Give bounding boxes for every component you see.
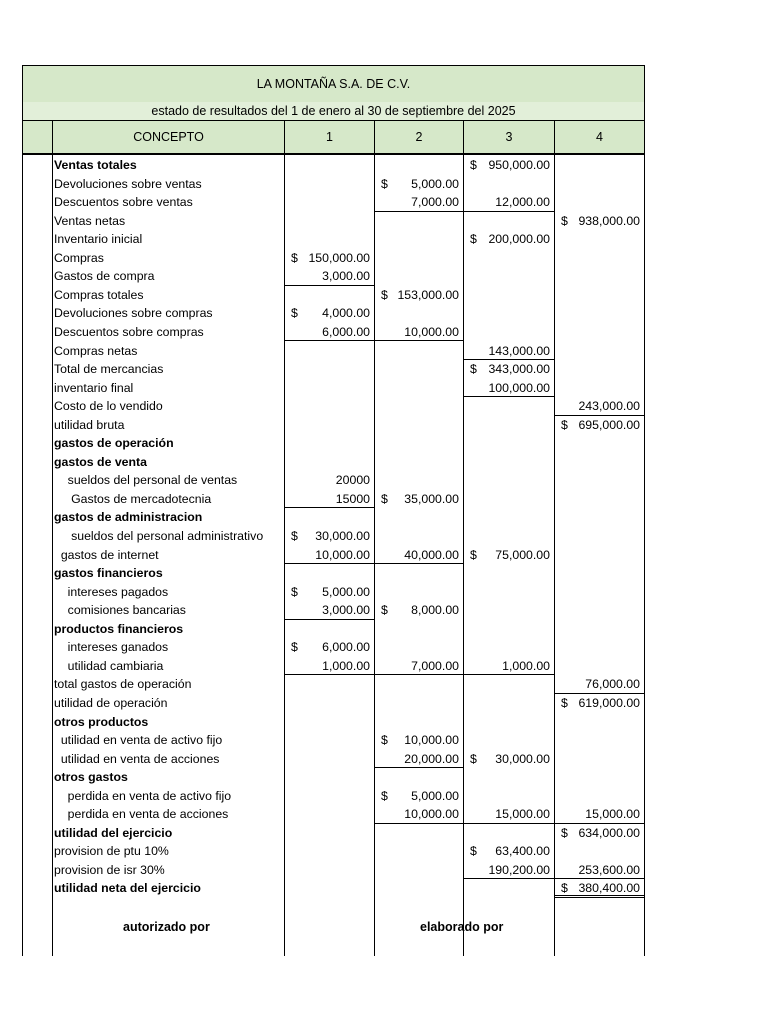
amount-cell-c4[interactable] xyxy=(555,805,644,824)
table-row xyxy=(22,175,645,194)
concept-label[interactable]: gastos de administracion xyxy=(54,510,203,525)
amount-value: 5,000.00 xyxy=(411,176,459,191)
amount-cell-c1[interactable] xyxy=(285,583,374,602)
table-row xyxy=(22,323,645,342)
table-row xyxy=(22,379,645,398)
table-row xyxy=(22,304,645,323)
header-cell-blank[interactable] xyxy=(22,121,53,155)
amount-value: 100,000.00 xyxy=(488,380,550,395)
amount-cell-c1[interactable] xyxy=(285,657,374,676)
concept-label[interactable]: otros productos xyxy=(54,714,149,729)
table-row xyxy=(22,230,645,249)
concept-label[interactable]: utilidad cambiaria xyxy=(54,658,164,673)
amount-cell-c1[interactable] xyxy=(285,546,374,565)
table-row xyxy=(22,434,645,453)
amount-cell-c1[interactable] xyxy=(285,638,374,657)
table-row xyxy=(22,156,645,175)
table-row xyxy=(22,805,645,824)
concept-label[interactable]: gastos de operación xyxy=(54,436,174,451)
amount-value: 4,000.00 xyxy=(322,306,370,321)
concept-label[interactable]: utilidad bruta xyxy=(54,417,125,432)
table-row xyxy=(22,490,645,509)
amount-cell-c1[interactable] xyxy=(285,490,374,509)
amount-value: 343,000.00 xyxy=(488,362,550,377)
amount-cell-c3[interactable] xyxy=(464,342,554,361)
concept-label[interactable]: sueldos del personal de ventas xyxy=(54,473,238,488)
amount-value: 143,000.00 xyxy=(488,343,550,358)
amount-value: 63,400.00 xyxy=(495,844,550,859)
concept-label[interactable]: gastos de internet xyxy=(54,547,159,562)
table-row xyxy=(22,546,645,565)
concept-label[interactable]: Ventas netas xyxy=(54,213,126,228)
currency-symbol: $ xyxy=(561,417,568,432)
amount-cell-c2[interactable] xyxy=(375,546,463,565)
concept-label[interactable]: Compras netas xyxy=(54,343,138,358)
currency-symbol: $ xyxy=(381,733,388,748)
concept-label[interactable]: Total de mercancias xyxy=(54,362,164,377)
amount-value: 76,000.00 xyxy=(585,677,640,692)
amount-cell-c2[interactable] xyxy=(375,787,463,806)
amount-cell-c3[interactable] xyxy=(464,546,554,565)
concept-label[interactable]: perdida en venta de activo fijo xyxy=(54,788,232,803)
table-row xyxy=(22,750,645,769)
table-row xyxy=(22,657,645,676)
amount-cell-c4[interactable] xyxy=(555,212,644,231)
table-row xyxy=(22,583,645,602)
table-row xyxy=(22,620,645,639)
amount-value: 8,000.00 xyxy=(411,603,459,618)
amount-value: 3,000.00 xyxy=(322,603,370,618)
concept-label[interactable]: provision de ptu 10% xyxy=(54,844,169,859)
table-row xyxy=(22,787,645,806)
table-row xyxy=(22,471,645,490)
amount-cell-c3[interactable] xyxy=(464,842,554,861)
amount-value: 30,000.00 xyxy=(495,751,550,766)
amount-cell-c2[interactable] xyxy=(375,731,463,750)
table-row xyxy=(22,212,645,231)
amount-value: 1,000.00 xyxy=(502,658,550,673)
table-row xyxy=(22,508,645,527)
authorized-by-label: autorizado por xyxy=(123,920,210,934)
amount-cell-c4[interactable] xyxy=(555,675,644,694)
table-row xyxy=(22,879,645,898)
concept-label[interactable]: Costo de lo vendido xyxy=(54,399,163,414)
amount-cell-c4[interactable] xyxy=(555,397,644,416)
table-row xyxy=(22,713,645,732)
concept-label[interactable]: utilidad de operación xyxy=(54,695,168,710)
amount-cell-c2[interactable] xyxy=(375,323,463,342)
concept-label[interactable]: gastos financieros xyxy=(54,566,163,581)
table-row xyxy=(22,564,645,583)
amount-value: 12,000.00 xyxy=(495,195,550,210)
company-name-cell[interactable] xyxy=(22,65,645,103)
amount-value: 7,000.00 xyxy=(411,658,459,673)
amount-value: 5,000.00 xyxy=(322,584,370,599)
amount-cell-c3[interactable] xyxy=(464,750,554,769)
concept-label[interactable]: sueldos del personal administrativo xyxy=(54,529,264,543)
table-row xyxy=(22,768,645,787)
table-row xyxy=(22,861,645,880)
amount-cell-c1[interactable] xyxy=(285,527,374,546)
amount-cell-c3[interactable] xyxy=(464,360,554,379)
statement-subtitle-cell[interactable] xyxy=(22,102,645,121)
currency-symbol: $ xyxy=(291,640,298,655)
table-row xyxy=(22,842,645,861)
amount-value: 619,000.00 xyxy=(578,695,640,710)
currency-symbol: $ xyxy=(381,603,388,618)
concept-label[interactable]: Devoluciones sobre compras xyxy=(54,306,213,321)
concept-label[interactable]: utilidad en venta de activo fijo xyxy=(54,733,223,748)
concept-label[interactable]: Descuentos sobre ventas xyxy=(54,195,193,210)
concept-label[interactable]: Ventas totales xyxy=(54,158,137,172)
concept-label[interactable]: Inventario inicial xyxy=(54,232,143,247)
currency-symbol: $ xyxy=(561,881,568,896)
concept-label[interactable]: gastos de venta xyxy=(54,454,147,469)
currency-symbol: $ xyxy=(470,547,477,562)
concept-label[interactable]: utilidad neta del ejercicio xyxy=(54,881,201,896)
concept-label[interactable]: Gastos de compra xyxy=(54,269,155,284)
currency-symbol: $ xyxy=(470,844,477,859)
header-cell-concepto[interactable] xyxy=(53,121,285,155)
amount-cell-c4[interactable] xyxy=(555,861,644,880)
amount-cell-c4[interactable] xyxy=(555,879,644,898)
amount-cell-c1[interactable] xyxy=(285,471,374,490)
statement-subtitle: estado de resultados del 1 de enero al 30 de septiembre del 2025 xyxy=(151,104,516,118)
concept-label[interactable]: comisiones bancarias xyxy=(54,603,186,618)
prepared-by-label: elaborado por xyxy=(420,920,504,934)
currency-symbol: $ xyxy=(291,584,298,599)
amount-value: 1,000.00 xyxy=(322,658,370,673)
currency-symbol: $ xyxy=(381,491,388,506)
amount-value: 10,000.00 xyxy=(315,547,370,562)
amount-cell-c3[interactable] xyxy=(464,805,554,824)
concept-label[interactable]: intereses ganados xyxy=(54,640,169,655)
amount-cell-c2[interactable] xyxy=(375,750,463,769)
header-label-2: 2 xyxy=(415,130,423,144)
table-row xyxy=(22,193,645,212)
currency-symbol: $ xyxy=(561,695,568,710)
amount-value: 15000 xyxy=(335,491,370,506)
table-row xyxy=(22,360,645,379)
currency-symbol: $ xyxy=(470,158,477,172)
table-row xyxy=(22,731,645,750)
table-row xyxy=(22,824,645,843)
header-label-4: 4 xyxy=(596,130,603,144)
amount-cell-c4[interactable] xyxy=(555,416,644,435)
table-row xyxy=(22,286,645,305)
table-row xyxy=(22,249,645,268)
amount-cell-c4[interactable] xyxy=(555,694,644,713)
currency-symbol: $ xyxy=(291,529,298,543)
concept-label[interactable]: utilidad en venta de acciones xyxy=(54,751,220,766)
amount-value: 5,000.00 xyxy=(411,788,459,803)
amount-value: 75,000.00 xyxy=(495,547,550,562)
amount-value: 150,000.00 xyxy=(308,250,370,265)
income-statement-sheet xyxy=(22,65,645,956)
amount-value: 380,400.00 xyxy=(578,881,640,896)
concept-label[interactable]: Gastos de mercadotecnia xyxy=(54,491,212,506)
company-name: LA MONTAÑA S.A. DE C.V. xyxy=(256,77,411,91)
table-row xyxy=(22,416,645,435)
concept-label[interactable]: Compras xyxy=(54,250,104,265)
amount-value: 190,200.00 xyxy=(488,862,550,877)
concept-label[interactable]: total gastos de operación xyxy=(54,677,192,692)
table-row xyxy=(22,638,645,657)
currency-symbol: $ xyxy=(291,250,298,265)
concept-label[interactable]: utilidad del ejercicio xyxy=(54,825,173,840)
concept-label[interactable]: Compras totales xyxy=(54,287,144,302)
header-label-concepto: CONCEPTO xyxy=(133,130,204,144)
amount-cell-c1[interactable] xyxy=(285,601,374,620)
column-header-row xyxy=(22,121,645,155)
amount-value: 40,000.00 xyxy=(404,547,459,562)
header-label-3: 3 xyxy=(505,130,513,144)
amount-value: 6,000.00 xyxy=(322,640,370,655)
amount-cell-c4[interactable] xyxy=(555,824,644,843)
currency-symbol: $ xyxy=(561,213,568,228)
amount-cell-c2[interactable] xyxy=(375,286,463,305)
header-cell-1[interactable] xyxy=(285,121,375,155)
amount-cell-c2[interactable] xyxy=(375,490,463,509)
amount-cell-c2[interactable] xyxy=(375,601,463,620)
amount-value: 20000 xyxy=(335,473,370,488)
currency-symbol: $ xyxy=(381,788,388,803)
amount-cell-c2[interactable] xyxy=(375,657,463,676)
amount-cell-c3[interactable] xyxy=(464,193,554,212)
amount-value: 938,000.00 xyxy=(578,213,640,228)
currency-symbol: $ xyxy=(381,287,388,302)
concept-label[interactable]: productos financieros xyxy=(54,621,184,636)
amount-cell-c1[interactable] xyxy=(285,267,374,286)
amount-value: 35,000.00 xyxy=(404,491,459,506)
header-cell-3[interactable] xyxy=(464,121,555,155)
amount-value: 695,000.00 xyxy=(578,417,640,432)
amount-value: 10,000.00 xyxy=(404,733,459,748)
amount-cell-c1[interactable] xyxy=(285,249,374,268)
amount-value: 10,000.00 xyxy=(404,324,459,339)
table-row xyxy=(22,601,645,620)
currency-symbol: $ xyxy=(470,751,477,766)
currency-symbol: $ xyxy=(561,825,568,840)
amount-value: 3,000.00 xyxy=(322,269,370,284)
concept-label[interactable]: provision de isr 30% xyxy=(54,862,165,877)
amount-value: 30,000.00 xyxy=(315,529,370,543)
concept-label[interactable]: otros gastos xyxy=(54,770,128,785)
concept-label[interactable]: perdida en venta de acciones xyxy=(54,807,229,822)
table-row xyxy=(22,267,645,286)
amount-value: 200,000.00 xyxy=(488,232,550,247)
amount-value: 7,000.00 xyxy=(411,195,459,210)
amount-value: 15,000.00 xyxy=(585,807,640,822)
amount-cell-c2[interactable] xyxy=(375,193,463,212)
amount-cell-c3[interactable] xyxy=(464,156,554,175)
currency-symbol: $ xyxy=(470,362,477,377)
table-row xyxy=(22,453,645,472)
amount-cell-c3[interactable] xyxy=(464,230,554,249)
amount-value: 243,000.00 xyxy=(578,399,640,414)
table-row xyxy=(22,694,645,713)
concept-label[interactable]: inventario final xyxy=(54,380,134,395)
concept-label[interactable]: Devoluciones sobre ventas xyxy=(54,176,202,191)
amount-value: 950,000.00 xyxy=(488,158,550,172)
amount-value: 153,000.00 xyxy=(397,287,459,302)
amount-value: 15,000.00 xyxy=(495,807,550,822)
amount-cell-c2[interactable] xyxy=(375,805,463,824)
amount-value: 634,000.00 xyxy=(578,825,640,840)
amount-cell-c3[interactable] xyxy=(464,861,554,880)
amount-cell-c1[interactable] xyxy=(285,323,374,342)
concept-label[interactable]: Descuentos sobre compras xyxy=(54,324,204,339)
currency-symbol: $ xyxy=(291,306,298,321)
header-cell-4[interactable] xyxy=(555,121,645,155)
amount-cell-c3[interactable] xyxy=(464,379,554,398)
amount-cell-c2[interactable] xyxy=(375,175,463,194)
table-row xyxy=(22,527,645,546)
table-row xyxy=(22,675,645,694)
table-row xyxy=(22,397,645,416)
currency-symbol: $ xyxy=(381,176,388,191)
amount-cell-c3[interactable] xyxy=(464,657,554,676)
table-row xyxy=(22,342,645,361)
concept-label[interactable]: intereses pagados xyxy=(54,584,169,599)
amount-value: 253,600.00 xyxy=(578,862,640,877)
header-cell-2[interactable] xyxy=(375,121,464,155)
amount-value: 6,000.00 xyxy=(322,324,370,339)
amount-cell-c1[interactable] xyxy=(285,304,374,323)
amount-value: 10,000.00 xyxy=(404,807,459,822)
currency-symbol: $ xyxy=(470,232,477,247)
header-label-1: 1 xyxy=(326,130,333,144)
amount-value: 20,000.00 xyxy=(404,751,459,766)
